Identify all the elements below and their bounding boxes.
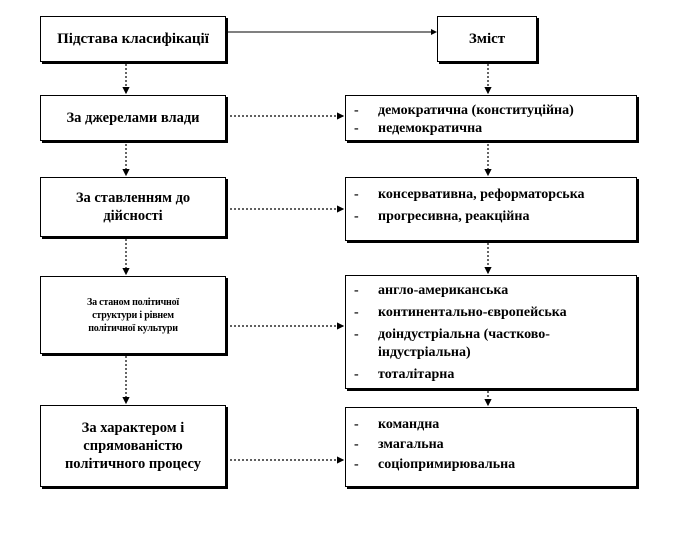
basis-box-2 [40, 177, 226, 237]
item-text: демократична (конституційна) [378, 103, 574, 118]
item-text: англо-американська [378, 283, 509, 298]
list-item [354, 282, 628, 300]
item-text: соціопримирювальна [378, 457, 516, 472]
dash-bullet: - [354, 417, 359, 432]
basis-box-3 [40, 276, 226, 354]
basis-line: дійсності [103, 208, 163, 224]
dash-bullet: - [354, 367, 359, 382]
dash-bullet: - [354, 437, 359, 452]
list-item [354, 304, 628, 322]
basis-line: політичного процесу [64, 456, 202, 472]
list-item [354, 186, 628, 204]
dash-bullet: - [354, 187, 359, 202]
item-text: консервативна, реформаторська [378, 187, 585, 202]
basis-line: За джерелами влади [66, 110, 200, 126]
item-text: командна [378, 417, 440, 432]
basis-box-4 [40, 405, 226, 487]
item-text: недемократична [378, 121, 483, 136]
basis-header-box [40, 16, 226, 62]
basis-line: спрямованістю [83, 438, 183, 454]
basis-line: За станом політичної [86, 296, 179, 308]
dash-bullet: - [354, 305, 359, 320]
list-item [354, 120, 628, 138]
dash-bullet: - [354, 121, 359, 136]
content-box-2 [345, 177, 637, 241]
dash-bullet: - [354, 457, 359, 472]
item-text: тоталітарна [378, 367, 455, 382]
item-text: континентально-європейська [378, 305, 567, 320]
dash-bullet: - [354, 103, 359, 118]
list-item [354, 456, 628, 474]
item-text: змагальна [378, 437, 444, 452]
dash-bullet: - [354, 209, 359, 224]
content-box-3 [345, 275, 637, 389]
basis-header-label: Підстава класифікації [57, 30, 209, 47]
basis-line: структури і рівнем [92, 309, 174, 321]
dash-bullet: - [354, 327, 359, 342]
content-header-label: Зміст [468, 30, 506, 47]
item-text: доіндустріальна (частково-індустріальна) [378, 327, 550, 360]
list-item [354, 102, 628, 120]
list-item [354, 436, 628, 454]
basis-line: За ставленням до [75, 190, 191, 206]
list-item [354, 416, 628, 434]
content-box-4 [345, 407, 637, 487]
list-item [354, 366, 628, 384]
basis-line: За характером і [81, 420, 185, 436]
dash-bullet: - [354, 283, 359, 298]
list-item [354, 326, 628, 362]
basis-box-1 [40, 95, 226, 141]
content-box-1 [345, 95, 637, 141]
item-text: прогресивна, реакційна [378, 209, 530, 224]
list-item [354, 208, 628, 226]
basis-line: політичної культури [88, 322, 178, 334]
content-header-box [437, 16, 537, 62]
